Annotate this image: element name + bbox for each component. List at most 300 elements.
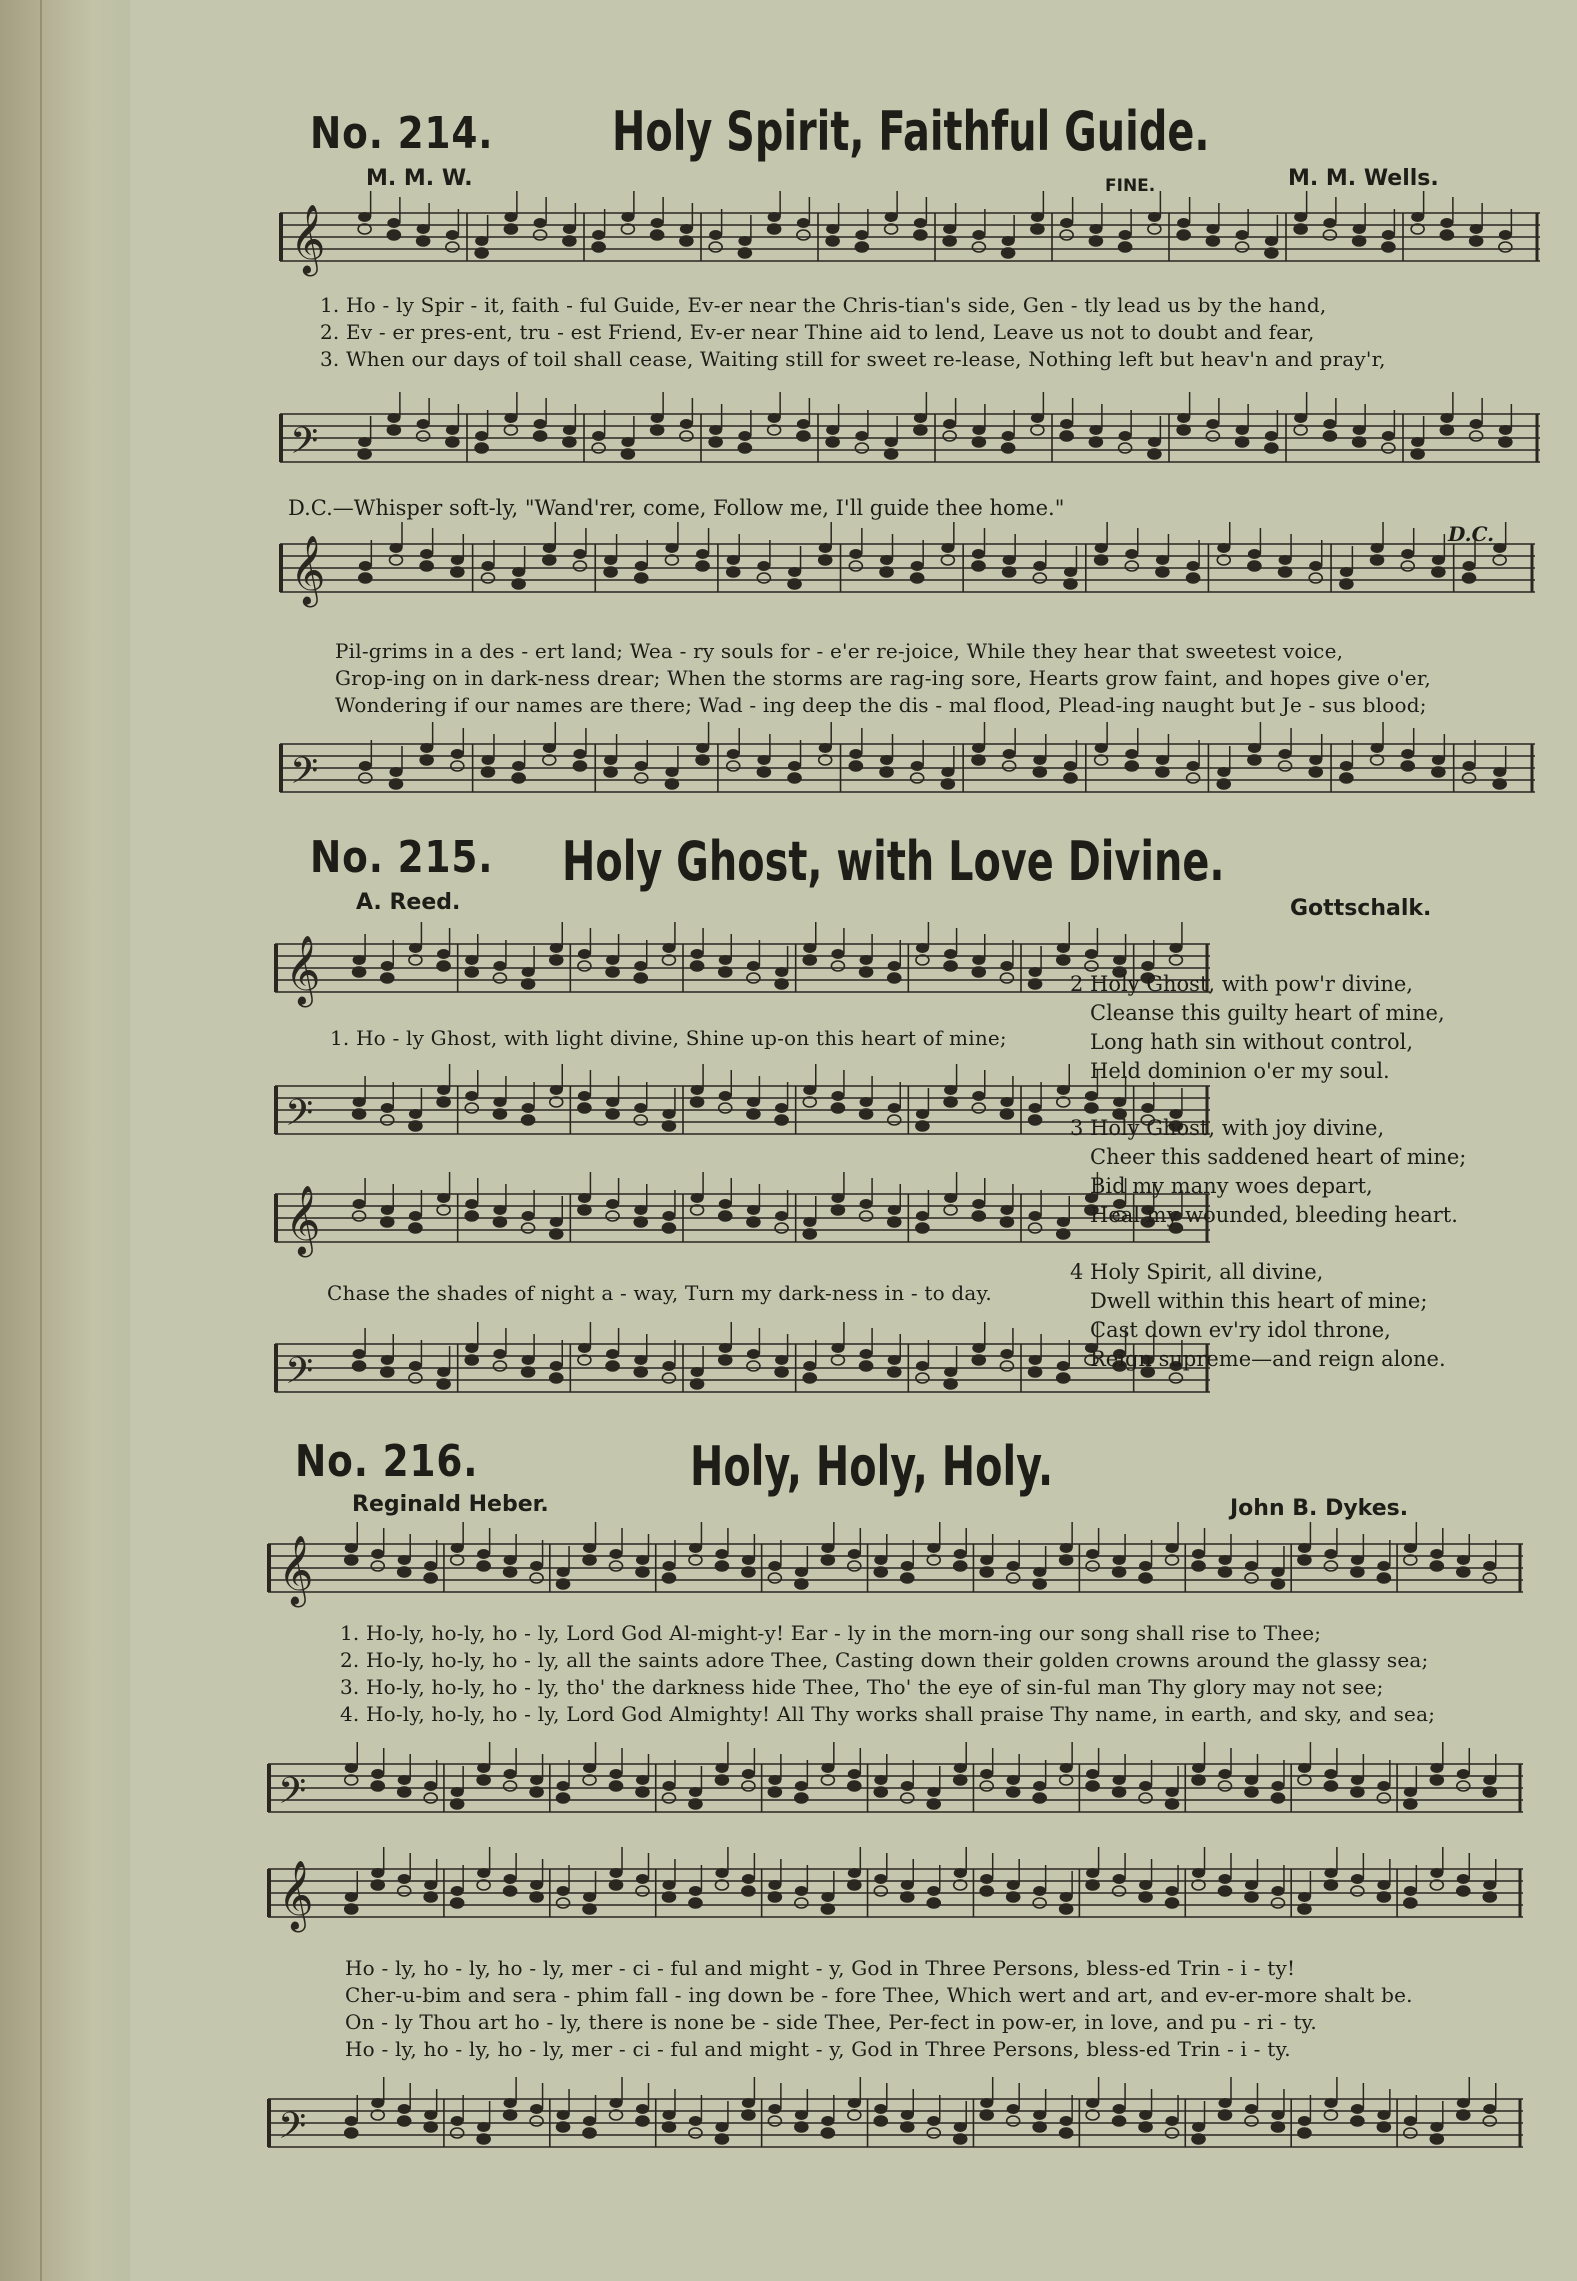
- note-head: [446, 437, 459, 447]
- note-head: [1029, 1355, 1042, 1365]
- note-head: [475, 236, 488, 246]
- note-head: [1002, 443, 1015, 453]
- note-head: [634, 961, 647, 971]
- music-system: [280, 400, 1540, 480]
- note-head: [371, 1769, 384, 1779]
- note-head: [1057, 1361, 1070, 1371]
- note-head: [530, 2116, 543, 2126]
- note-head: [1401, 549, 1414, 559]
- note-head: [1089, 425, 1102, 435]
- note-head: [1156, 755, 1169, 765]
- note-head: [1382, 431, 1395, 441]
- note-head: [1119, 443, 1132, 453]
- note-head: [345, 2116, 358, 2126]
- verse-line: Cheer this saddened heart of mine;: [1090, 1145, 1467, 1169]
- note-head: [715, 1561, 728, 1571]
- note-head: [980, 1781, 993, 1791]
- note-head: [345, 2128, 358, 2138]
- note-head: [1298, 1892, 1311, 1902]
- note-head: [1499, 425, 1512, 435]
- note-head: [610, 1549, 623, 1559]
- note-head: [788, 773, 801, 783]
- note-head: [398, 2116, 411, 2126]
- note-head: [409, 1361, 422, 1371]
- note-head: [424, 1573, 437, 1583]
- note-head: [398, 1874, 411, 1884]
- note-head: [1192, 1763, 1205, 1773]
- note-head: [1309, 767, 1322, 777]
- note-head: [927, 2128, 940, 2138]
- note-head: [768, 1892, 781, 1902]
- note-head: [1404, 1799, 1417, 1809]
- note-head: [1463, 773, 1476, 783]
- note-head: [345, 1543, 358, 1553]
- note-head: [826, 437, 839, 447]
- bass-clef-icon: 𝄢: [278, 2105, 307, 2156]
- note-head: [530, 1787, 543, 1797]
- note-head: [465, 955, 478, 965]
- note-head: [1411, 212, 1424, 222]
- note-head: [1470, 236, 1483, 246]
- note-head: [345, 1555, 358, 1565]
- note-head: [1309, 561, 1322, 571]
- note-head: [1404, 2116, 1417, 2126]
- note-head: [583, 1543, 596, 1553]
- note-head: [504, 1781, 517, 1791]
- note-head: [916, 1223, 929, 1233]
- note-head: [831, 1091, 844, 1101]
- note-head: [1029, 1223, 1042, 1233]
- note-head: [719, 967, 732, 977]
- note-head: [1271, 1886, 1284, 1896]
- note-head: [1177, 425, 1190, 435]
- note-head: [635, 561, 648, 571]
- note-head: [493, 961, 506, 971]
- note-head: [831, 1205, 844, 1215]
- note-head: [512, 761, 525, 771]
- note-head: [578, 949, 591, 959]
- note-head: [420, 755, 433, 765]
- note-head: [583, 1555, 596, 1565]
- note-head: [345, 1763, 358, 1773]
- note-head: [359, 573, 372, 583]
- note-head: [757, 767, 770, 777]
- note-head: [775, 1367, 788, 1377]
- note-head: [768, 1787, 781, 1797]
- note-head: [389, 767, 402, 777]
- music-system: [275, 1330, 1210, 1410]
- note-head: [481, 561, 494, 571]
- note-head: [446, 425, 459, 435]
- note-head: [381, 1115, 394, 1125]
- note-head: [398, 1787, 411, 1797]
- hymn-number: No. 216.: [295, 1436, 479, 1487]
- note-head: [621, 449, 634, 459]
- note-head: [1340, 773, 1353, 783]
- note-head: [855, 443, 868, 453]
- note-head: [465, 1091, 478, 1101]
- note-head: [768, 2116, 781, 2126]
- note-head: [1404, 2128, 1417, 2138]
- treble-clef-icon: 𝄞: [285, 1185, 321, 1255]
- lyric-line: 1. Ho - ly Spir - it, faith - ful Guide, Ev-er near the Chris-tian's side, Gen - tly lead us by the hand,: [320, 293, 1327, 317]
- note-head: [972, 437, 985, 447]
- note-head: [636, 2104, 649, 2114]
- note-head: [389, 779, 402, 789]
- lyric-line: On - ly Thou art ho - ly, there is none be - side Thee, Per-fect in pow-er, in love, and pu - ri - ty.: [345, 2010, 1317, 2034]
- lyric-line: Ho - ly, ho - ly, ho - ly, mer - ci - ful and might - y, God in Three Persons, bless-ed Trin - i - ty.: [345, 2037, 1291, 2061]
- note-head: [972, 955, 985, 965]
- note-head: [831, 949, 844, 959]
- note-head: [944, 1379, 957, 1389]
- note-head: [775, 1115, 788, 1125]
- note-head: [610, 1880, 623, 1890]
- note-head: [534, 218, 547, 228]
- note-head: [409, 1373, 422, 1383]
- note-head: [1148, 437, 1161, 447]
- note-head: [972, 1355, 985, 1365]
- note-head: [1248, 561, 1261, 571]
- note-head: [530, 1573, 543, 1583]
- book-spine-edge: [0, 0, 130, 2281]
- note-head: [768, 224, 781, 234]
- note-head: [1007, 1880, 1020, 1890]
- note-head: [972, 230, 985, 240]
- note-head: [522, 967, 535, 977]
- note-head: [1139, 1781, 1152, 1791]
- verse-line: Holy Ghost, with joy divine,: [1090, 1116, 1385, 1140]
- note-head: [901, 2122, 914, 2132]
- note-head: [662, 1223, 675, 1233]
- note-head: [874, 1886, 887, 1896]
- note-head: [662, 1892, 675, 1902]
- note-head: [1248, 549, 1261, 559]
- note-head: [534, 431, 547, 441]
- note-head: [944, 1367, 957, 1377]
- note-head: [860, 967, 873, 977]
- music-system: [280, 730, 1535, 810]
- note-head: [563, 425, 576, 435]
- words-credit: M. M. W.: [366, 166, 473, 191]
- lyric-line: Ho - ly, ho - ly, ho - ly, mer - ci - ful and might - y, God in Three Persons, bless-ed Trin - i - ty!: [345, 1956, 1296, 1980]
- note-head: [504, 413, 517, 423]
- note-head: [1499, 242, 1512, 252]
- note-head: [1002, 248, 1015, 258]
- note-head: [522, 1355, 535, 1365]
- hymn-title: Holy, Holy, Holy.: [690, 1435, 1054, 1498]
- note-head: [451, 555, 464, 565]
- note-head: [1169, 943, 1182, 953]
- note-head: [371, 1781, 384, 1791]
- note-head: [1470, 224, 1483, 234]
- note-head: [757, 755, 770, 765]
- lyrics-block: [320, 292, 1386, 373]
- hymn-title: Holy Spirit, Faithful Guide.: [612, 100, 1210, 163]
- note-head: [1033, 561, 1046, 571]
- lyric-line: 3. Ho-ly, ho-ly, ho - ly, tho' the darkness hide Thee, Tho' the eye of sin-ful man Thy glory may not see;: [340, 1675, 1384, 1699]
- note-head: [980, 1567, 993, 1577]
- note-head: [943, 224, 956, 234]
- note-head: [1086, 1769, 1099, 1779]
- note-head: [1353, 224, 1366, 234]
- note-head: [1113, 955, 1126, 965]
- note-head: [1217, 779, 1230, 789]
- note-head: [557, 1579, 570, 1589]
- note-head: [578, 1343, 591, 1353]
- note-head: [477, 1561, 490, 1571]
- note-head: [477, 1549, 490, 1559]
- note-head: [1377, 2122, 1390, 2132]
- note-head: [465, 1211, 478, 1221]
- note-head: [888, 1115, 901, 1125]
- note-head: [775, 967, 788, 977]
- note-head: [1166, 1543, 1179, 1553]
- note-head: [1060, 2128, 1073, 2138]
- note-head: [972, 549, 985, 559]
- note-head: [1125, 549, 1138, 559]
- note-head: [719, 1211, 732, 1221]
- note-head: [1245, 1880, 1258, 1890]
- note-head: [409, 1223, 422, 1233]
- note-head: [662, 1121, 675, 1131]
- note-head: [803, 1229, 816, 1239]
- note-head: [1095, 555, 1108, 565]
- note-head: [916, 1211, 929, 1221]
- note-head: [954, 1549, 967, 1559]
- note-head: [1000, 973, 1013, 983]
- note-head: [1139, 1892, 1152, 1902]
- lyric-line: 4. Ho-ly, ho-ly, ho - ly, Lord God Almighty! All Thy works shall praise Thy name, in earth, and sky, and sea;: [340, 1702, 1436, 1726]
- music-credit: Gottschalk.: [1290, 896, 1432, 921]
- note-head: [1340, 761, 1353, 771]
- note-head: [481, 573, 494, 583]
- note-head: [888, 1217, 901, 1227]
- note-head: [874, 1567, 887, 1577]
- note-head: [1265, 431, 1278, 441]
- note-head: [941, 779, 954, 789]
- note-head: [1294, 224, 1307, 234]
- note-head: [1432, 755, 1445, 765]
- note-head: [874, 2104, 887, 2114]
- verse-number: 4: [1070, 1260, 1084, 1284]
- note-head: [980, 1874, 993, 1884]
- note-head: [980, 1769, 993, 1779]
- note-head: [1483, 1775, 1496, 1785]
- note-head: [1377, 1892, 1390, 1902]
- note-head: [550, 1361, 563, 1371]
- note-head: [1371, 543, 1384, 553]
- note-head: [1057, 1373, 1070, 1383]
- note-head: [493, 1097, 506, 1107]
- lyric-line: 2. Ho-ly, ho-ly, ho - ly, all the saints adore Thee, Casting down their golden crowns around the glassy sea;: [340, 1648, 1429, 1672]
- note-head: [1029, 967, 1042, 977]
- note-head: [1401, 761, 1414, 771]
- note-head: [437, 1097, 450, 1107]
- note-head: [795, 1781, 808, 1791]
- note-head: [803, 1361, 816, 1371]
- note-head: [398, 1567, 411, 1577]
- note-head: [1323, 230, 1336, 240]
- note-head: [788, 567, 801, 577]
- note-head: [1125, 749, 1138, 759]
- note-head: [916, 1373, 929, 1383]
- note-head: [550, 1373, 563, 1383]
- note-head: [1298, 1763, 1311, 1773]
- note-head: [795, 2110, 808, 2120]
- note-head: [795, 1898, 808, 1908]
- note-head: [550, 943, 563, 953]
- note-head: [860, 1361, 873, 1371]
- note-head: [522, 1115, 535, 1125]
- note-head: [409, 1121, 422, 1131]
- note-head: [788, 761, 801, 771]
- note-head: [1031, 413, 1044, 423]
- note-head: [635, 773, 648, 783]
- music-system: [268, 1750, 1523, 1830]
- note-head: [504, 2098, 517, 2108]
- note-head: [451, 1898, 464, 1908]
- note-head: [1187, 561, 1200, 571]
- note-head: [1003, 749, 1016, 759]
- note-head: [901, 1793, 914, 1803]
- note-head: [914, 218, 927, 228]
- note-head: [689, 1543, 702, 1553]
- lyric-line: Chase the shades of night a - way, Turn my dark-ness in - to day.: [327, 1281, 992, 1305]
- note-head: [768, 212, 781, 222]
- hymn-number: No. 214.: [310, 108, 494, 159]
- note-head: [424, 2122, 437, 2132]
- note-head: [738, 431, 751, 441]
- note-head: [1271, 2122, 1284, 2132]
- note-head: [1271, 1579, 1284, 1589]
- note-head: [493, 1349, 506, 1359]
- note-head: [803, 943, 816, 953]
- note-head: [742, 1555, 755, 1565]
- note-head: [941, 543, 954, 553]
- note-head: [353, 967, 366, 977]
- note-head: [389, 543, 402, 553]
- note-head: [592, 242, 605, 252]
- note-head: [610, 1781, 623, 1791]
- note-head: [1169, 1373, 1182, 1383]
- note-head: [1298, 1555, 1311, 1565]
- treble-clef-icon: 𝄞: [278, 1860, 314, 1930]
- note-head: [803, 1085, 816, 1095]
- note-head: [451, 2128, 464, 2138]
- note-head: [788, 579, 801, 589]
- note-head: [1245, 1561, 1258, 1571]
- note-head: [477, 1775, 490, 1785]
- note-head: [1206, 224, 1219, 234]
- note-head: [475, 431, 488, 441]
- note-head: [1483, 1787, 1496, 1797]
- note-head: [888, 1367, 901, 1377]
- verse-line: Long hath sin without control,: [1090, 1030, 1413, 1054]
- lyric-line: Wondering if our names are there; Wad - ing deep the dis - mal flood, Plead-ing naught but Je - sus blood;: [335, 693, 1427, 717]
- note-head: [1271, 1898, 1284, 1908]
- note-head: [1483, 2116, 1496, 2126]
- note-head: [1148, 449, 1161, 459]
- note-head: [768, 1880, 781, 1890]
- note-head: [522, 1211, 535, 1221]
- note-head: [557, 2110, 570, 2120]
- note-head: [563, 437, 576, 447]
- note-head: [353, 1199, 366, 1209]
- note-head: [954, 2122, 967, 2132]
- note-head: [1057, 1085, 1070, 1095]
- note-head: [860, 1199, 873, 1209]
- note-head: [1057, 943, 1070, 953]
- note-head: [1401, 561, 1414, 571]
- note-head: [874, 1874, 887, 1884]
- note-head: [821, 1555, 834, 1565]
- note-head: [819, 555, 832, 565]
- note-head: [662, 1561, 675, 1571]
- note-head: [493, 973, 506, 983]
- note-head: [592, 230, 605, 240]
- note-head: [1483, 1561, 1496, 1571]
- note-head: [742, 1769, 755, 1779]
- note-head: [610, 1769, 623, 1779]
- note-head: [610, 2098, 623, 2108]
- note-head: [795, 1886, 808, 1896]
- note-head: [417, 419, 430, 429]
- note-head: [1060, 431, 1073, 441]
- note-head: [1353, 236, 1366, 246]
- note-head: [359, 561, 372, 571]
- note-head: [1353, 425, 1366, 435]
- note-head: [604, 555, 617, 565]
- note-head: [534, 230, 547, 240]
- note-head: [1324, 2098, 1337, 2108]
- note-head: [1139, 1880, 1152, 1890]
- note-head: [634, 1355, 647, 1365]
- note-head: [1064, 567, 1077, 577]
- note-head: [1294, 212, 1307, 222]
- verse-block: [1070, 970, 1466, 1086]
- note-head: [1113, 2116, 1126, 2126]
- note-head: [1007, 2116, 1020, 2126]
- note-head: [1033, 755, 1046, 765]
- note-head: [860, 1097, 873, 1107]
- note-head: [446, 242, 459, 252]
- fine-mark: FINE.: [1105, 176, 1156, 196]
- note-head: [550, 1229, 563, 1239]
- note-head: [1060, 1904, 1073, 1914]
- note-head: [848, 1880, 861, 1890]
- note-head: [387, 230, 400, 240]
- note-head: [417, 236, 430, 246]
- note-head: [980, 2098, 993, 2108]
- note-head: [1457, 1555, 1470, 1565]
- note-head: [437, 961, 450, 971]
- note-head: [451, 1799, 464, 1809]
- note-head: [1351, 1775, 1364, 1785]
- verse-line: Cleanse this guilty heart of mine,: [1090, 1001, 1445, 1025]
- note-head: [901, 1781, 914, 1791]
- note-head: [768, 2104, 781, 2114]
- note-head: [719, 1091, 732, 1101]
- note-head: [359, 773, 372, 783]
- note-head: [634, 1367, 647, 1377]
- note-head: [1440, 218, 1453, 228]
- note-head: [1002, 236, 1015, 246]
- note-head: [768, 1775, 781, 1785]
- note-head: [550, 1085, 563, 1095]
- note-head: [738, 248, 751, 258]
- note-head: [606, 955, 619, 965]
- note-head: [504, 1886, 517, 1896]
